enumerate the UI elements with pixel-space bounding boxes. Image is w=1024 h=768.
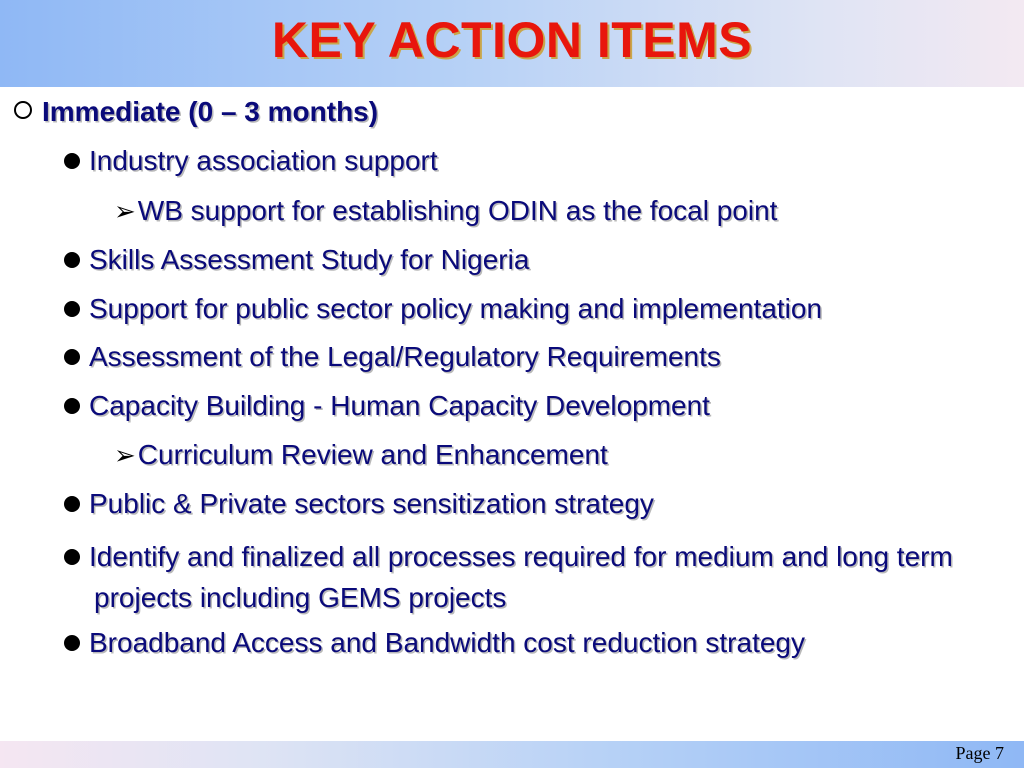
list-item-text: Skills Assessment Study for Nigeria bbox=[89, 244, 530, 275]
page-number: Page 7 bbox=[955, 743, 1004, 763]
list-item-text: Support for public sector policy making and implementation bbox=[89, 293, 823, 324]
arrow-right-icon: ➢ bbox=[114, 196, 136, 226]
list-item bbox=[114, 194, 777, 228]
filled-dot-icon bbox=[64, 301, 80, 317]
list-item-text: Industry association support bbox=[89, 145, 438, 176]
list-item bbox=[64, 536, 1024, 618]
list-item-text: Broadband Access and Bandwidth cost reduction strategy bbox=[89, 627, 805, 658]
filled-dot-icon bbox=[64, 496, 80, 512]
list-item bbox=[64, 144, 438, 178]
list-item bbox=[64, 487, 654, 521]
filled-dot-icon bbox=[64, 398, 80, 414]
filled-dot-icon bbox=[64, 635, 80, 651]
list-item-text: Identify and finalized all processes required for medium and long term projects including GEMS projects bbox=[89, 541, 953, 613]
hollow-circle-icon bbox=[14, 101, 32, 119]
filled-dot-icon bbox=[64, 549, 80, 565]
arrow-right-icon: ➢ bbox=[114, 440, 136, 470]
list-item-text: Curriculum Review and Enhancement bbox=[137, 439, 608, 470]
list-item bbox=[64, 626, 805, 660]
list-item-text: Capacity Building - Human Capacity Development bbox=[89, 390, 710, 421]
slide-title: KEY ACTION ITEMS bbox=[271, 12, 753, 68]
list-item bbox=[64, 389, 710, 423]
filled-dot-icon bbox=[64, 153, 80, 169]
list-item bbox=[114, 438, 608, 472]
list-item bbox=[64, 243, 529, 277]
heading-item bbox=[14, 95, 378, 129]
list-item-text: WB support for establishing ODIN as the focal point bbox=[137, 195, 778, 226]
footer-band bbox=[0, 741, 1024, 768]
list-item bbox=[64, 340, 721, 374]
list-item bbox=[64, 292, 822, 326]
list-item-text: Assessment of the Legal/Regulatory Requirements bbox=[89, 341, 721, 372]
list-item-text: Public & Private sectors sensitization strategy bbox=[89, 488, 654, 519]
filled-dot-icon bbox=[64, 349, 80, 365]
heading-text: Immediate (0 – 3 months) bbox=[42, 96, 379, 127]
filled-dot-icon bbox=[64, 252, 80, 268]
